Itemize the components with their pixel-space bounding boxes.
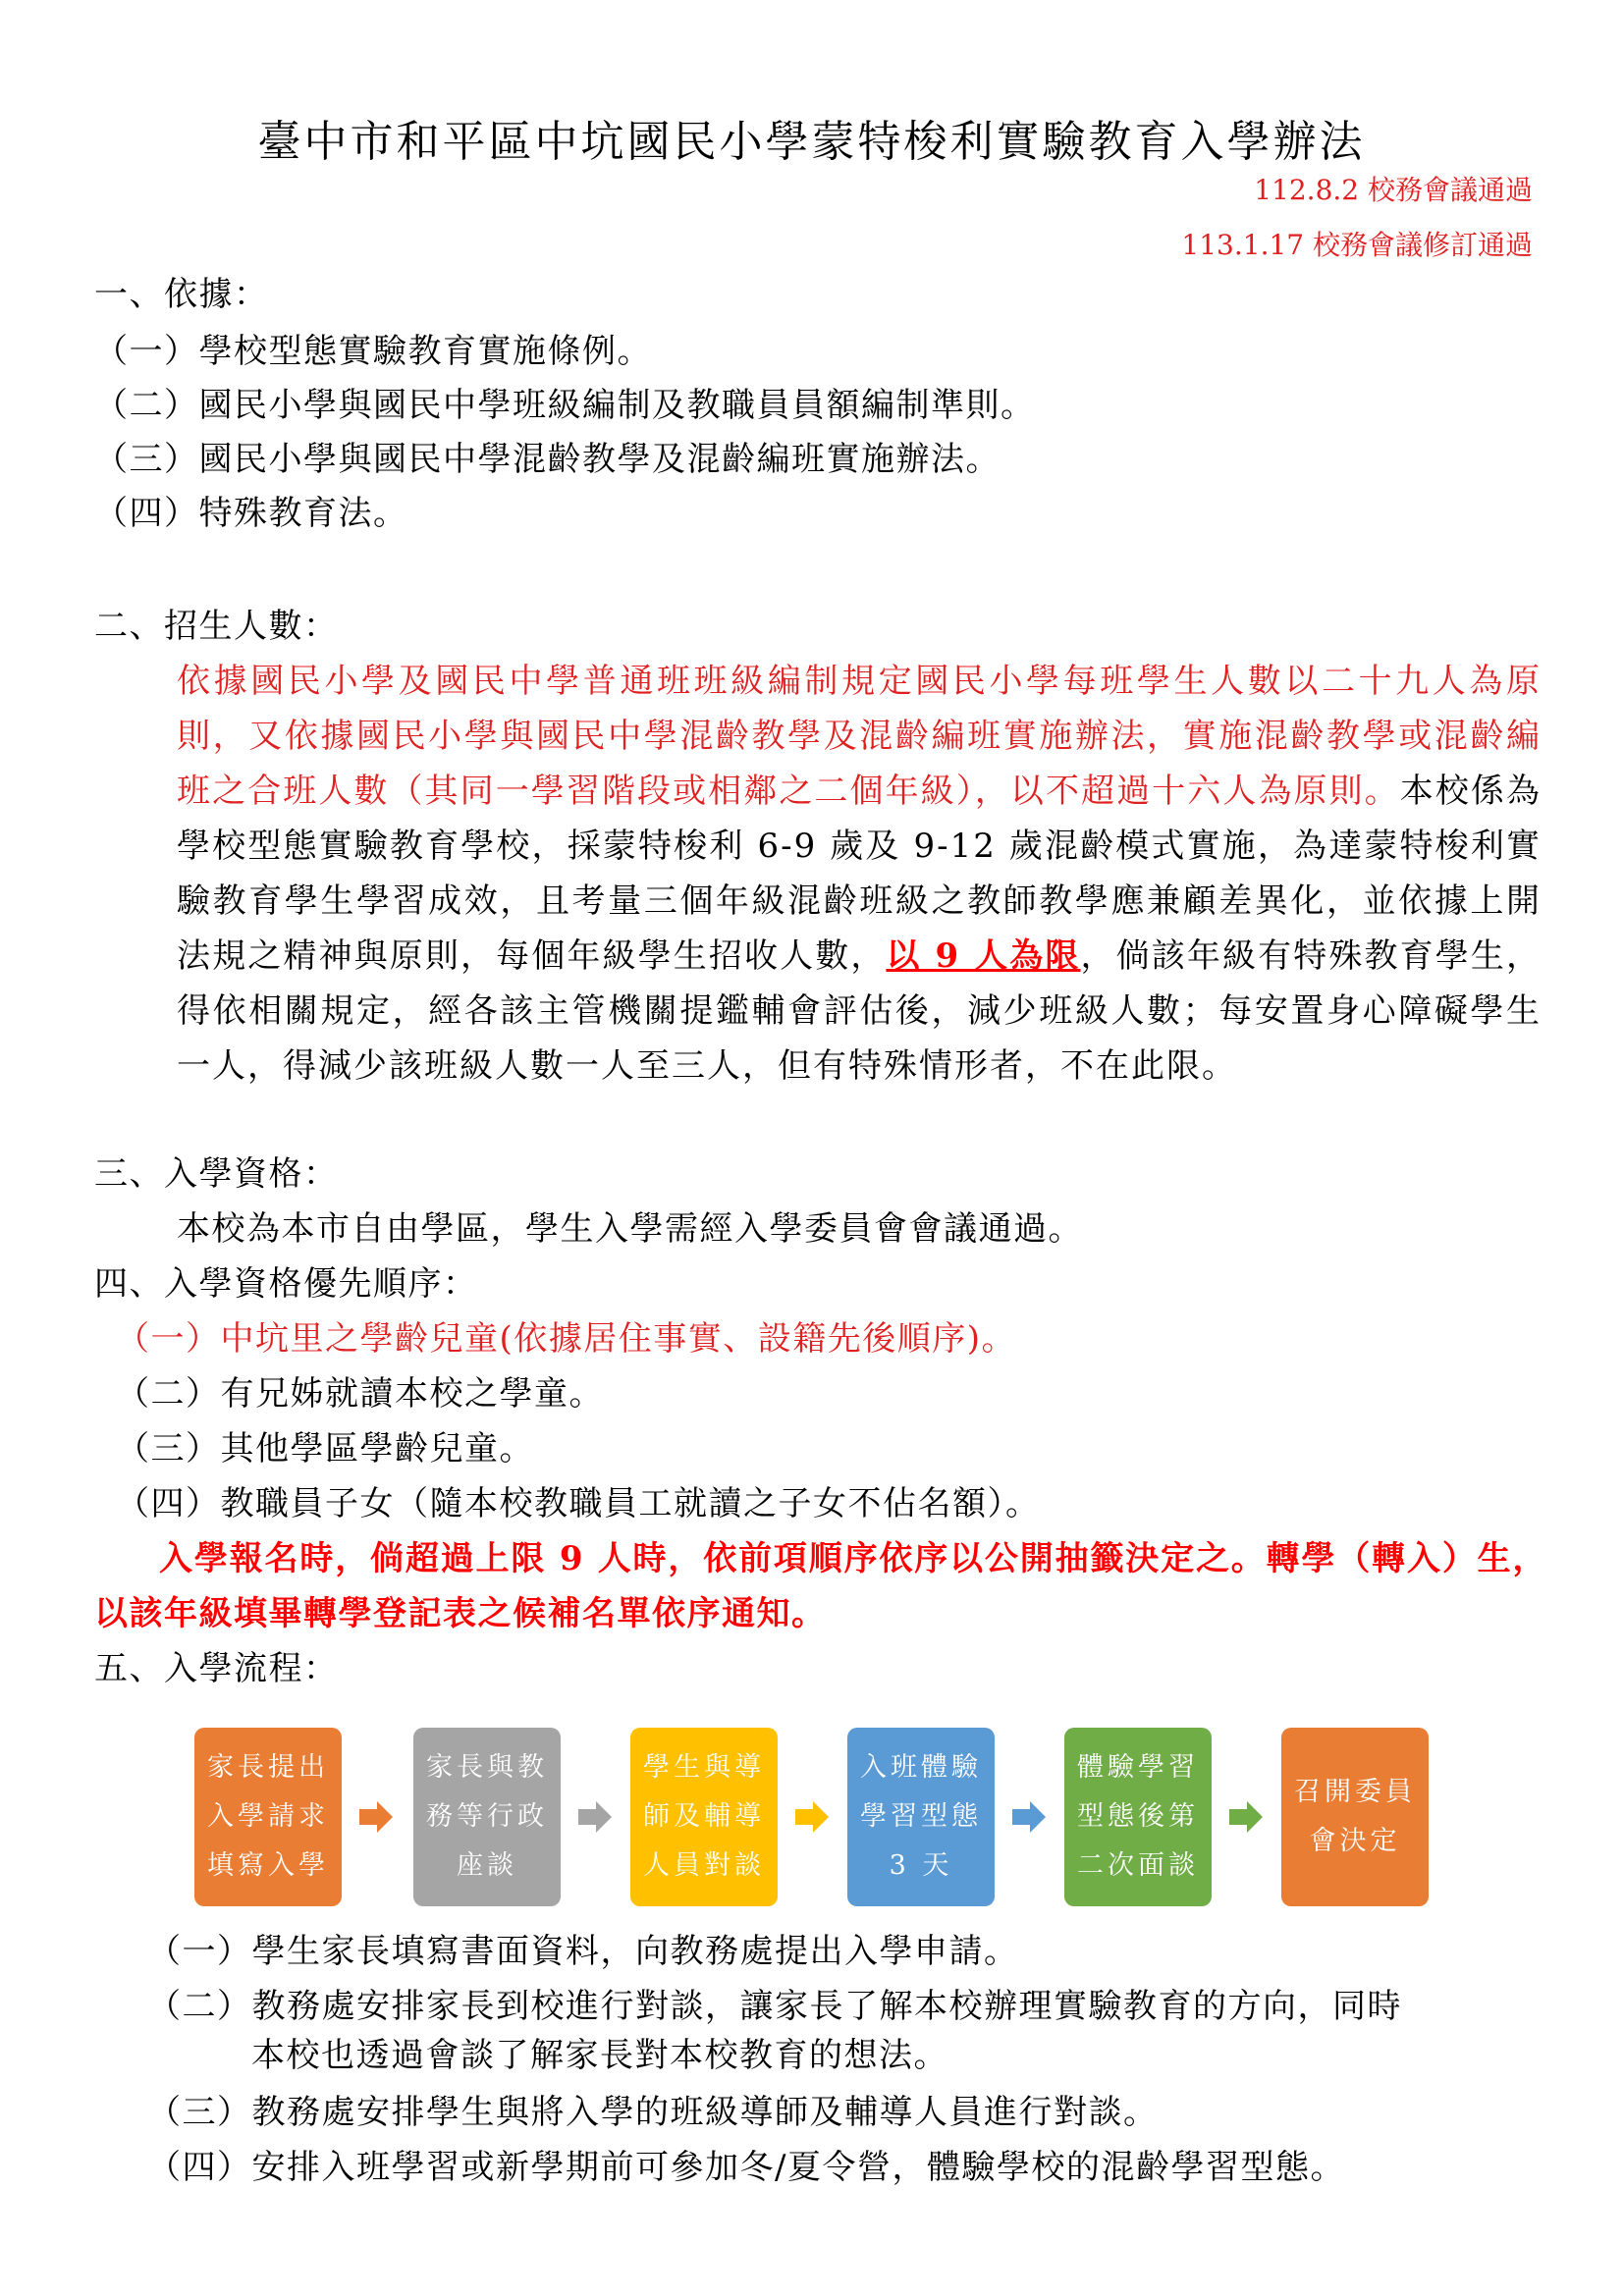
section4-heading: 四、入學資格優先順序：: [94, 1264, 478, 1304]
flow-step-1: [194, 1728, 342, 1906]
arrow-right-icon: [1229, 1799, 1265, 1835]
flow-step-text: 家長與教: [426, 1752, 548, 1783]
flow-step-text: 入班體驗: [860, 1752, 982, 1783]
section4-item: （二）有兄姊就讀本校之學童。: [116, 1374, 604, 1414]
section2-limit: 以 9 人為限: [886, 936, 1081, 976]
section3-heading: 三、入學資格：: [94, 1154, 339, 1194]
section5-item: （四）安排入班學習或新學期前可參加冬/夏令營，體驗學校的混齡學習型態。: [147, 2148, 1345, 2187]
section3-text: 本校為本市自由學區，學生入學需經入學委員會會議通過。: [177, 1209, 1083, 1249]
flow-step-text: 召開委員: [1294, 1777, 1416, 1807]
section1-item: （二）國民小學與國民中學班級編制及教職員員額編制準則。: [94, 386, 1036, 425]
revision-date-2: 113.1.17 校務會議修訂通過: [1181, 229, 1533, 261]
flow-step-text: 二次面談: [1077, 1850, 1199, 1881]
arrow-right-icon: [1012, 1799, 1048, 1835]
section5-item: （三）教務處安排學生與將入學的班級導師及輔導人員進行對談。: [147, 2093, 1159, 2132]
flow-step-2: [413, 1728, 561, 1906]
section2-paragraph: [177, 654, 1542, 1094]
flow-step-text: 家長提出: [207, 1752, 329, 1783]
section5-item-continuation: 本校也透過會談了解家長對本校教育的想法。: [251, 2036, 948, 2075]
document-title: 臺中市和平區中坑國民小學蒙特梭利實驗教育入學辦法: [257, 117, 1366, 167]
flow-step-3: [630, 1728, 778, 1906]
flow-step-text: 學生與導: [643, 1752, 765, 1783]
section2-text-a: 本校係為學校型態實驗教育學校，採蒙特梭利 6-9 歲及 9-12 歲混齡模式實施，為達蒙特梭利實驗教育學生學習成效，且考量三個年級混齡班級之教師教學應兼顧差異化，並依據上開法規之精神與原則，每個年級學生招收人數，: [177, 772, 1542, 976]
section1-item: （三）國民小學與國民中學混齡教學及混齡編班實施辦法。: [94, 440, 1001, 479]
flow-step-text: 座談: [457, 1850, 517, 1881]
flow-step-text: 體驗學習: [1077, 1752, 1199, 1783]
flow-step-text: 師及輔導: [643, 1801, 765, 1832]
flow-step-text: 會決定: [1309, 1826, 1401, 1856]
section2-red-text: 依據國民小學及國民中學普通班班級編制規定國民小學每班學生人數以二十九人為原則，又依據國民小學與國民中學混齡教學及混齡編班實施辦法，實施混齡教學或混齡編班之合班人數（其同一學習階段或相鄰之二個年級），以不超過十六人為原則。: [177, 662, 1542, 811]
section4-note: 入學報名時，倘超過上限 9 人時，依前項順序依序以公開抽籤決定之。轉學（轉入）生，以該年級填畢轉學登記表之候補名單依序通知。: [94, 1539, 1547, 1633]
section1-heading: 一、依據：: [94, 275, 269, 314]
section5-heading: 五、入學流程：: [94, 1649, 339, 1688]
flow-step-text: 務等行政: [426, 1801, 548, 1832]
flow-step-text: 人員對談: [643, 1850, 765, 1881]
section2-heading: 二、招生人數：: [94, 607, 339, 646]
section1-item: （一）學校型態實驗教育實施條例。: [94, 332, 652, 371]
section5-item: （二）教務處安排家長到校進行對談，讓家長了解本校辦理實驗教育的方向，同時: [147, 1987, 1402, 2026]
arrow-right-icon: [578, 1799, 614, 1835]
arrow-right-icon: [359, 1799, 395, 1835]
flow-step-5: [1064, 1728, 1212, 1906]
section2-text-b: ，倘該年級有特殊教育學生，得依相關規定，經各該主管機關提鑑輔會評估後，減少班級人數；每安置身心障礙學生一人，得減少該班級人數一人至三人，但有特殊情形者，不在此限。: [177, 936, 1542, 1086]
flow-step-text: 填寫入學: [207, 1850, 329, 1881]
revision-date-1: 112.8.2 校務會議通過: [1254, 174, 1533, 206]
section4-item: （一）中坑里之學齡兒童(依據居住事實、設籍先後順序)。: [116, 1319, 1017, 1359]
flow-step-text: 型態後第: [1077, 1801, 1199, 1832]
section4-item: （四）教職員子女（隨本校教職員工就讀之子女不佔名額）。: [116, 1484, 1041, 1523]
flow-step-text: 入學請求: [207, 1801, 329, 1832]
flow-step-6: [1281, 1728, 1429, 1906]
flow-step-4: [847, 1728, 995, 1906]
section1-item: （四）特殊教育法。: [94, 494, 408, 533]
section5-item: （一）學生家長填寫書面資料，向教務處提出入學申請。: [147, 1932, 1019, 1971]
flow-step-text: 學習型態: [860, 1801, 982, 1832]
flow-step-text: 3 天: [889, 1850, 953, 1881]
arrow-right-icon: [795, 1799, 831, 1835]
section4-item: （三）其他學區學齡兒童。: [116, 1429, 534, 1468]
